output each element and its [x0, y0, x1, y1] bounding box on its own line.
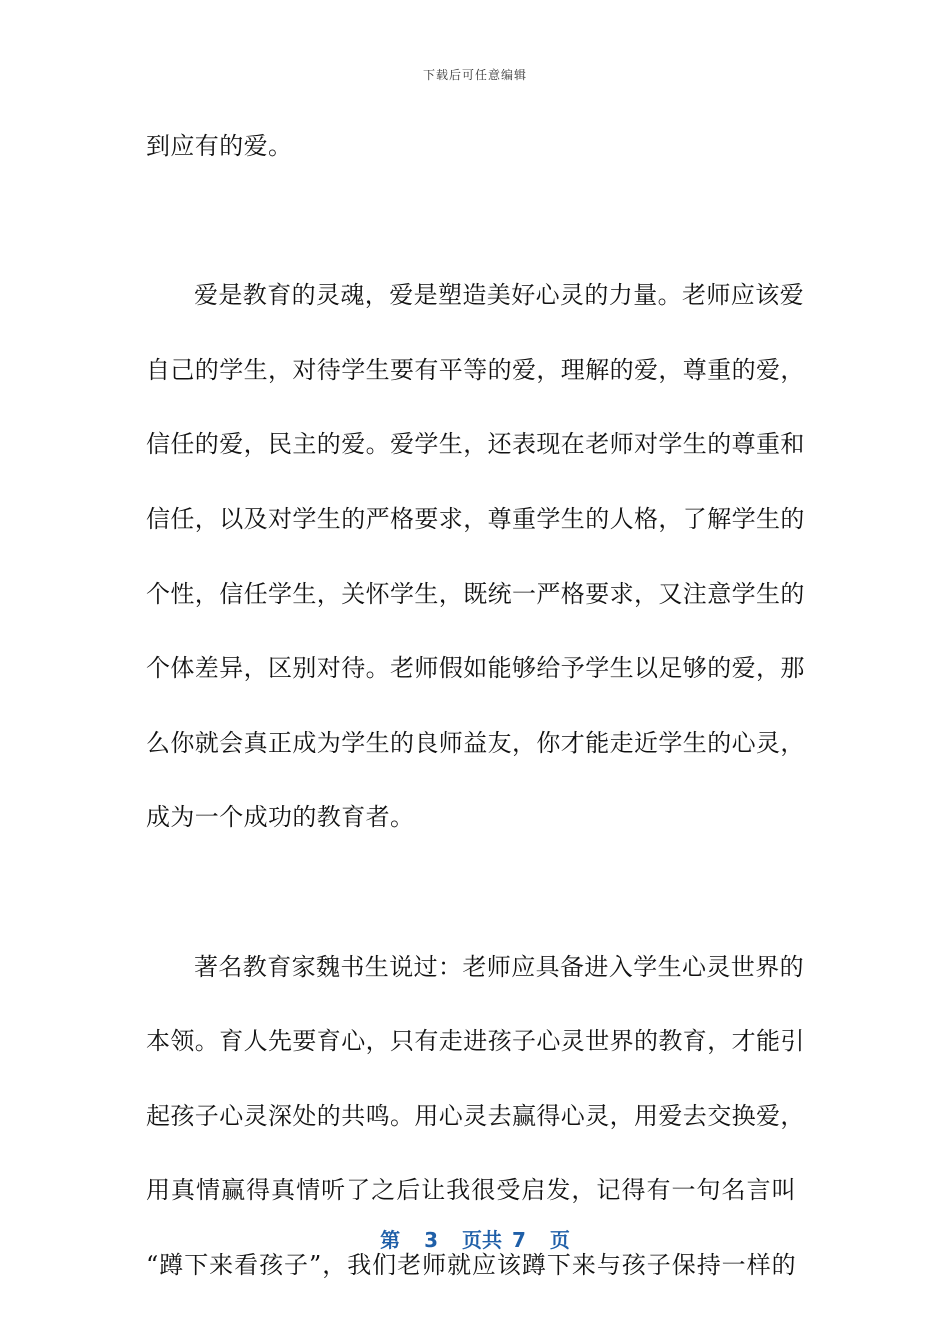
text-line: 信任，以及对学生的严格要求，尊重学生的人格，了解学生的	[146, 504, 805, 533]
text-line: 到应有的爱。	[146, 132, 293, 160]
blank-line	[146, 203, 796, 278]
text-line: 用真情赢得真情听了之后让我很受启发，记得有一句名言叫	[146, 1176, 796, 1205]
footer-current-page: 3	[424, 1228, 438, 1252]
footer-middle: 页共	[462, 1228, 502, 1252]
page-header: 下载后可任意编辑	[422, 68, 527, 82]
text-line: 个性，信任学生，关怀学生，既统一严格要求，又注意学生的	[146, 579, 805, 608]
text-line: 成为一个成功的教育者。	[146, 803, 415, 832]
footer-prefix: 第	[380, 1228, 401, 1252]
footer-total-pages: 7	[512, 1228, 526, 1252]
text-line: 本领。育人先要育心，只有走进孩子心灵世界的教育，才能引	[146, 1027, 805, 1056]
text-line: 起孩子心灵深处的共鸣。用心灵去赢得心灵，用爱去交换爱，	[146, 1101, 805, 1130]
text-line: 么你就会真正成为学生的良师益友，你才能走近学生的心灵，	[146, 728, 805, 757]
text-line: 信任的爱，民主的爱。爱学生，还表现在老师对学生的尊重和	[146, 430, 805, 459]
blank-line	[146, 874, 796, 949]
page-footer	[0, 1224, 950, 1253]
document-body	[146, 128, 805, 1322]
text-line: 爱是教育的灵魂，爱是塑造美好心灵的力量。老师应该爱	[194, 281, 804, 310]
text-line: 自己的学生，对待学生要有平等的爱，理解的爱，尊重的爱，	[146, 355, 805, 384]
text-line: “蹲下来看孩子”，我们老师就应该蹲下来与孩子保持一样的	[146, 1250, 796, 1279]
text-line: 个体差异，区别对待。老师假如能够给予学生以足够的爱，那	[146, 654, 805, 683]
footer-suffix: 页	[549, 1228, 570, 1252]
text-line: 著名教育家魏书生说过：老师应具备进入学生心灵世界的	[194, 952, 804, 981]
